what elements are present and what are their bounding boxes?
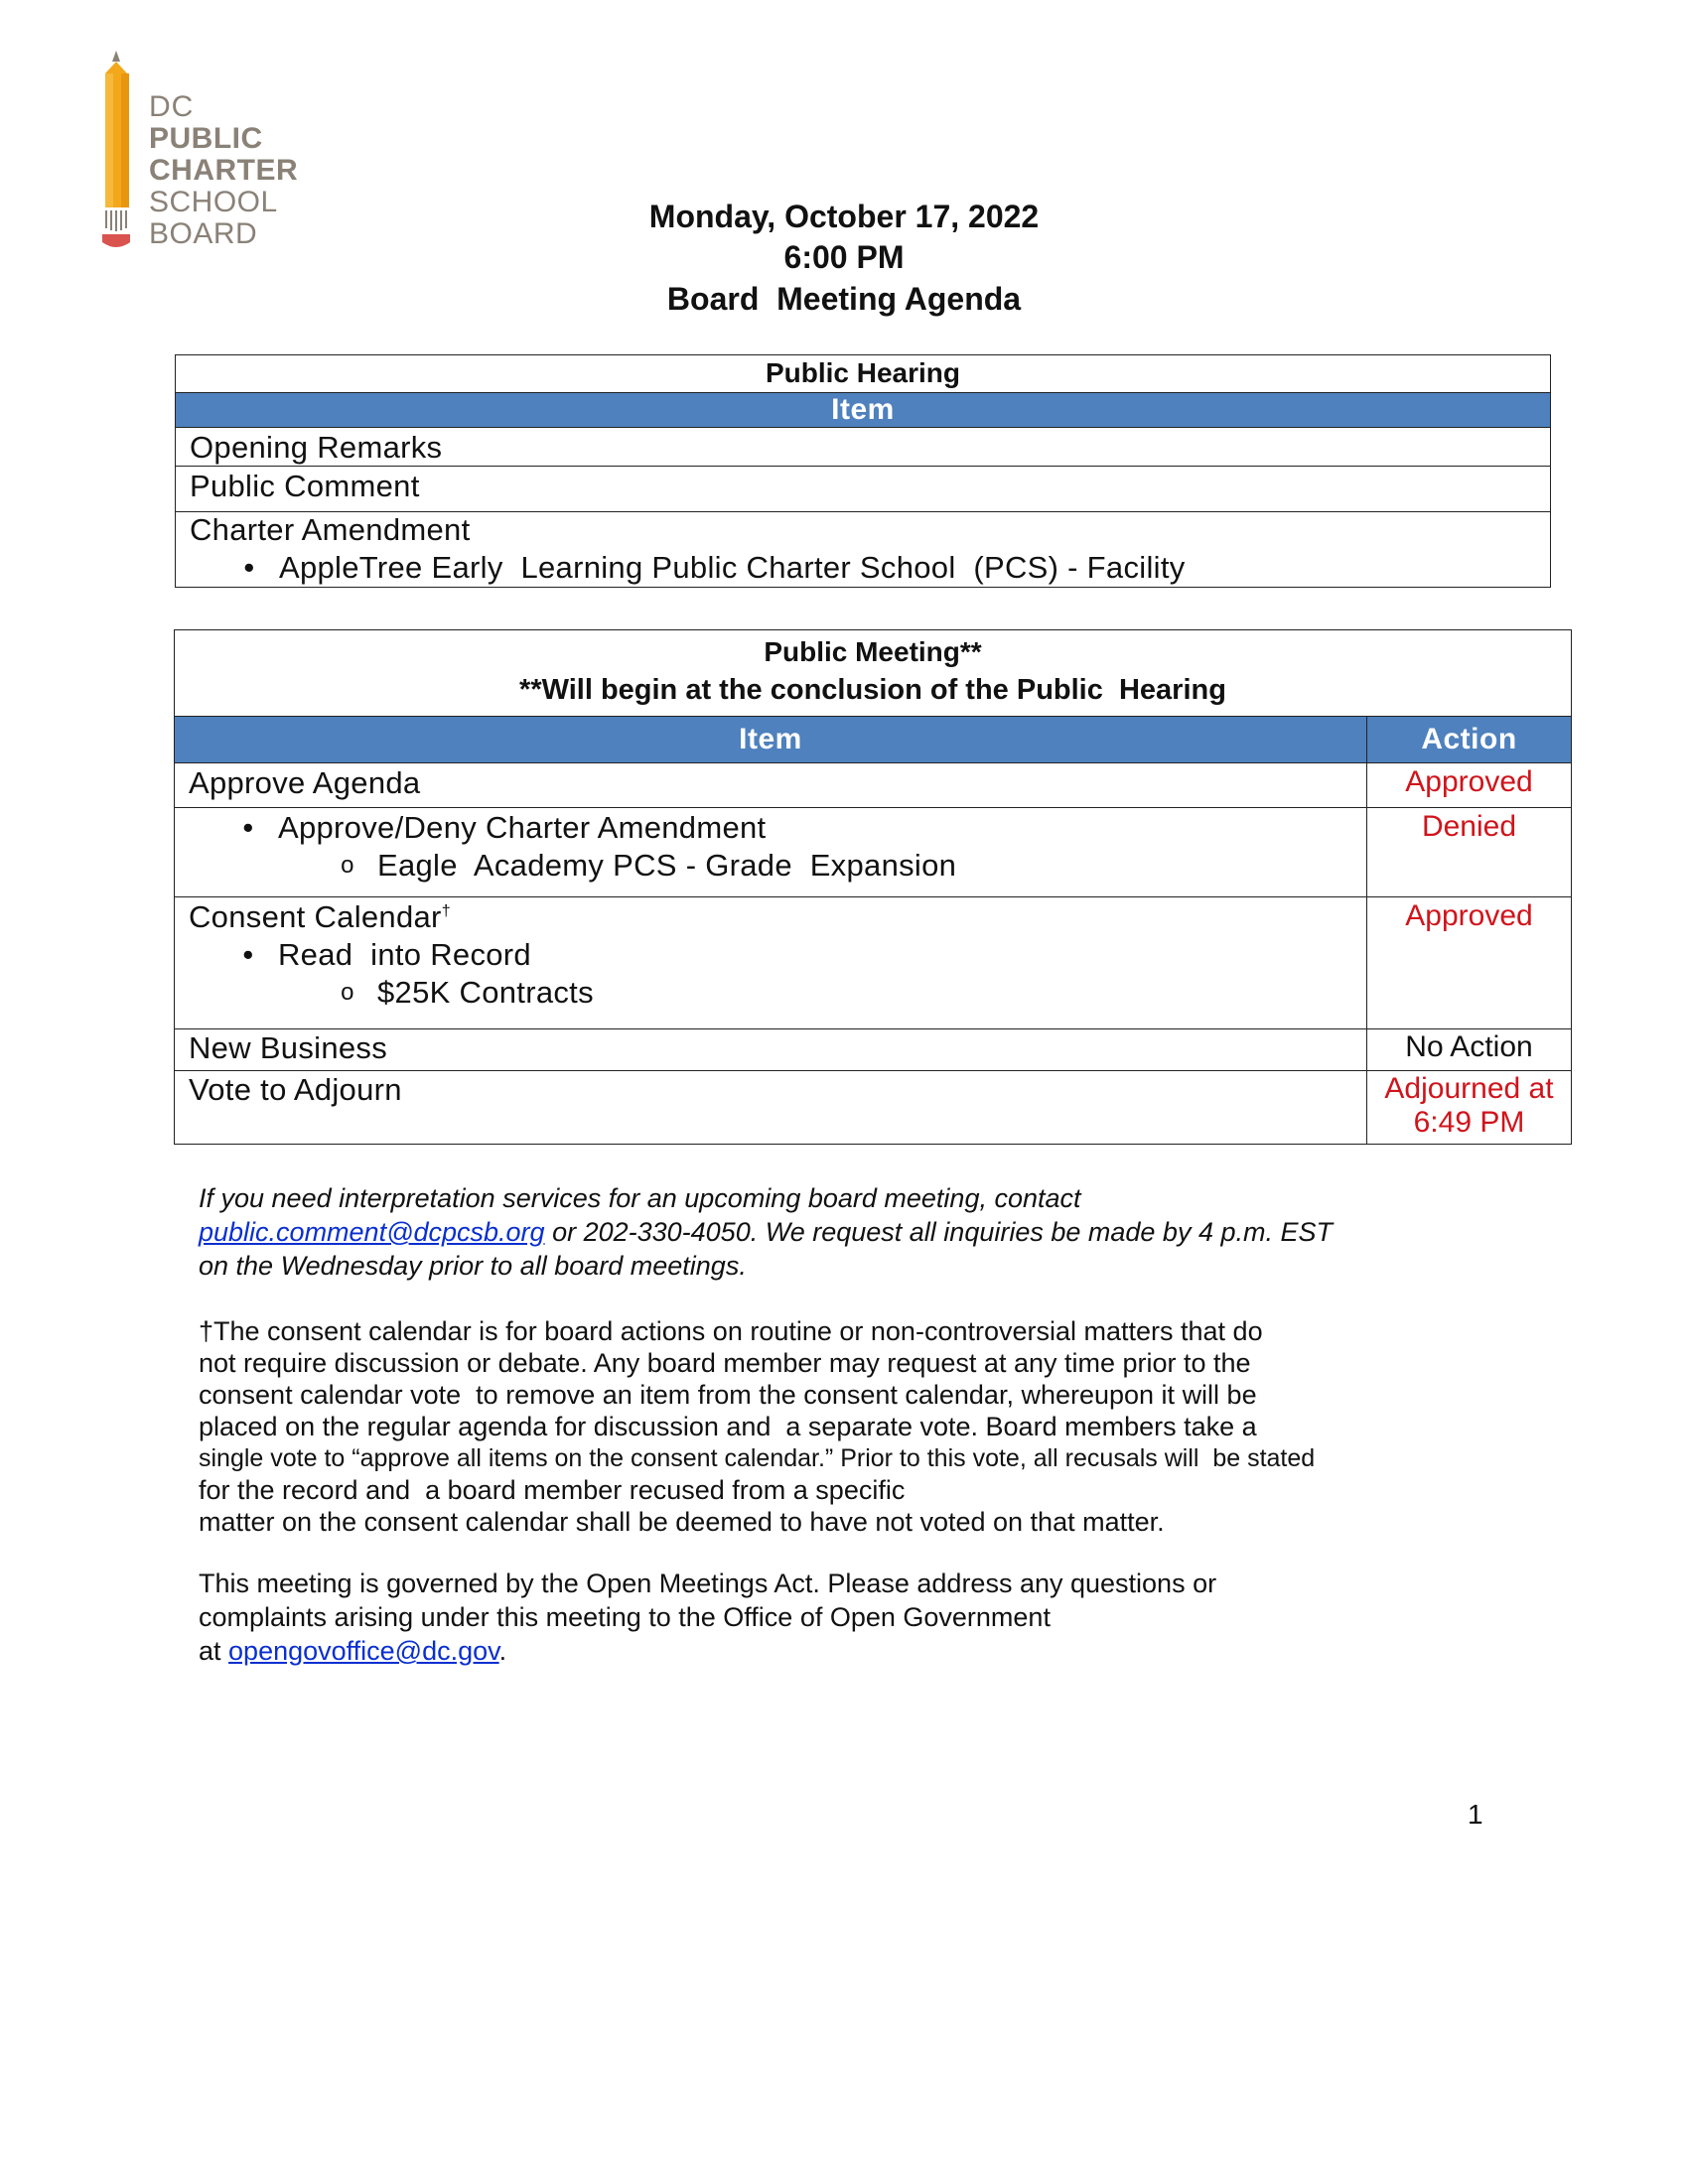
public-hearing-caption: Public Hearing (176, 355, 1551, 393)
adjourned-line2: 6:49 PM (1413, 1106, 1525, 1139)
meeting-row-vote-to-adjourn: Vote to Adjourn (175, 1071, 1367, 1145)
list-item (218, 810, 1366, 846)
list-item (318, 848, 1366, 884)
public-meeting-caption-cell (175, 630, 1572, 717)
table-row (175, 897, 1572, 1029)
meeting-row-bullet: Read into Record (278, 937, 531, 972)
open-line2: complaints arising under this meeting to the Office of Open Government (199, 1602, 1051, 1632)
list-item (219, 550, 1550, 586)
table-row (175, 1029, 1572, 1071)
consent-calendar-note (199, 1315, 1489, 1538)
table-row (175, 1071, 1572, 1145)
interp-line1: If you need interpretation services for an upcoming board meeting, contact (199, 1183, 1081, 1213)
consent-calendar-label: Consent Calendar (189, 899, 442, 934)
public-hearing-table (175, 354, 1551, 588)
interp-line2 (199, 1215, 1489, 1249)
opengov-email-link[interactable]: opengovoffice@dc.gov (228, 1636, 499, 1666)
meeting-row-consent-calendar (175, 897, 1367, 1029)
bullet-icon: • (243, 550, 255, 585)
bullet-icon: • (242, 810, 254, 845)
adjourned-line1: Adjourned at (1384, 1072, 1554, 1105)
open-line3-suffix: . (498, 1636, 507, 1666)
status-denied: Denied (1367, 808, 1572, 897)
circle-bullet-icon: o (341, 979, 354, 1006)
hearing-row-bullet: AppleTree Early Learning Public Charter School (PCS) - Facility (279, 550, 1186, 585)
consent-line: consent calendar vote to remove an item from the consent calendar, whereupon it will be (199, 1380, 1257, 1410)
list-item (318, 975, 1366, 1011)
pencil-icon (99, 48, 139, 256)
interp-line2-rest: or 202-330-4050. We request all inquiries be made by 4 p.m. EST (544, 1217, 1333, 1247)
open-line1: This meeting is governed by the Open Meetings Act. Please address any questions or (199, 1569, 1217, 1598)
interp-line3: on the Wednesday prior to all board meetings. (199, 1251, 747, 1281)
consent-line: single vote to “approve all items on the consent calendar.” Prior to this vote, all recusals will be stated (199, 1444, 1316, 1472)
meeting-time: 6:00 PM (783, 239, 905, 275)
logo-line-school: SCHOOL (149, 186, 278, 218)
hearing-row-opening-remarks: Opening Remarks (176, 428, 1551, 467)
status-approved: Approved (1367, 897, 1572, 1029)
consent-line: placed on the regular agenda for discussion and a separate vote. Board members take a (199, 1412, 1257, 1441)
public-comment-email-link[interactable]: public.comment@dcpcsb.org (199, 1217, 545, 1247)
circle-bullet-icon: o (341, 852, 354, 879)
dcpcsb-logo (99, 48, 318, 256)
table-row (175, 808, 1572, 897)
status-adjourned (1367, 1071, 1572, 1145)
meeting-row-sub: $25K Contracts (377, 975, 594, 1010)
public-meeting-column-action: Action (1367, 717, 1572, 763)
open-meetings-note (199, 1567, 1489, 1668)
consent-line: not require discussion or debate. Any board member may request at any time prior to the (199, 1348, 1251, 1378)
status-no-action: No Action (1367, 1029, 1572, 1071)
public-meeting-subcaption: **Will begin at the conclusion of the Public Hearing (519, 674, 1226, 706)
meeting-row-bullet: Approve/Deny Charter Amendment (278, 810, 767, 845)
hearing-row-charter-amendment (176, 512, 1551, 588)
public-meeting-caption: Public Meeting** (764, 636, 982, 667)
logo-line-public: PUBLIC (149, 122, 263, 155)
bullet-icon: • (242, 937, 254, 972)
logo-line-board: BOARD (149, 217, 258, 250)
logo-wordmark (149, 91, 298, 250)
list-item (218, 937, 1366, 973)
meeting-row-approve-agenda: Approve Agenda (175, 763, 1367, 808)
public-meeting-table (174, 629, 1572, 1145)
open-line3-prefix: at (199, 1636, 229, 1666)
consent-line: for the record and a board member recused from a specific (199, 1475, 906, 1505)
dagger-mark: † (441, 902, 451, 920)
meeting-row-label (189, 899, 1366, 935)
interpretation-notice (199, 1181, 1489, 1283)
consent-line: †The consent calendar is for board actions on routine or non-controversial matters that do (199, 1316, 1263, 1346)
table-row (175, 763, 1572, 808)
page-number: 1 (1468, 1799, 1483, 1830)
meeting-row-charter-amendment (175, 808, 1367, 897)
hearing-row-public-comment: Public Comment (176, 467, 1551, 512)
meeting-date: Monday, October 17, 2022 (648, 199, 1040, 234)
hearing-row-label: Charter Amendment (190, 512, 471, 547)
public-hearing-column-item: Item (176, 393, 1551, 428)
consent-line: matter on the consent calendar shall be deemed to have not voted on that matter. (199, 1507, 1165, 1537)
status-approved: Approved (1367, 763, 1572, 808)
meeting-row-sub: Eagle Academy PCS - Grade Expansion (377, 848, 957, 883)
logo-line-charter: CHARTER (149, 154, 299, 187)
page-title: Board Meeting Agenda (666, 281, 1022, 317)
meeting-row-new-business: New Business (175, 1029, 1367, 1071)
logo-line-dc: DC (149, 90, 195, 123)
open-line3 (199, 1634, 1489, 1668)
public-meeting-column-item: Item (175, 717, 1367, 763)
